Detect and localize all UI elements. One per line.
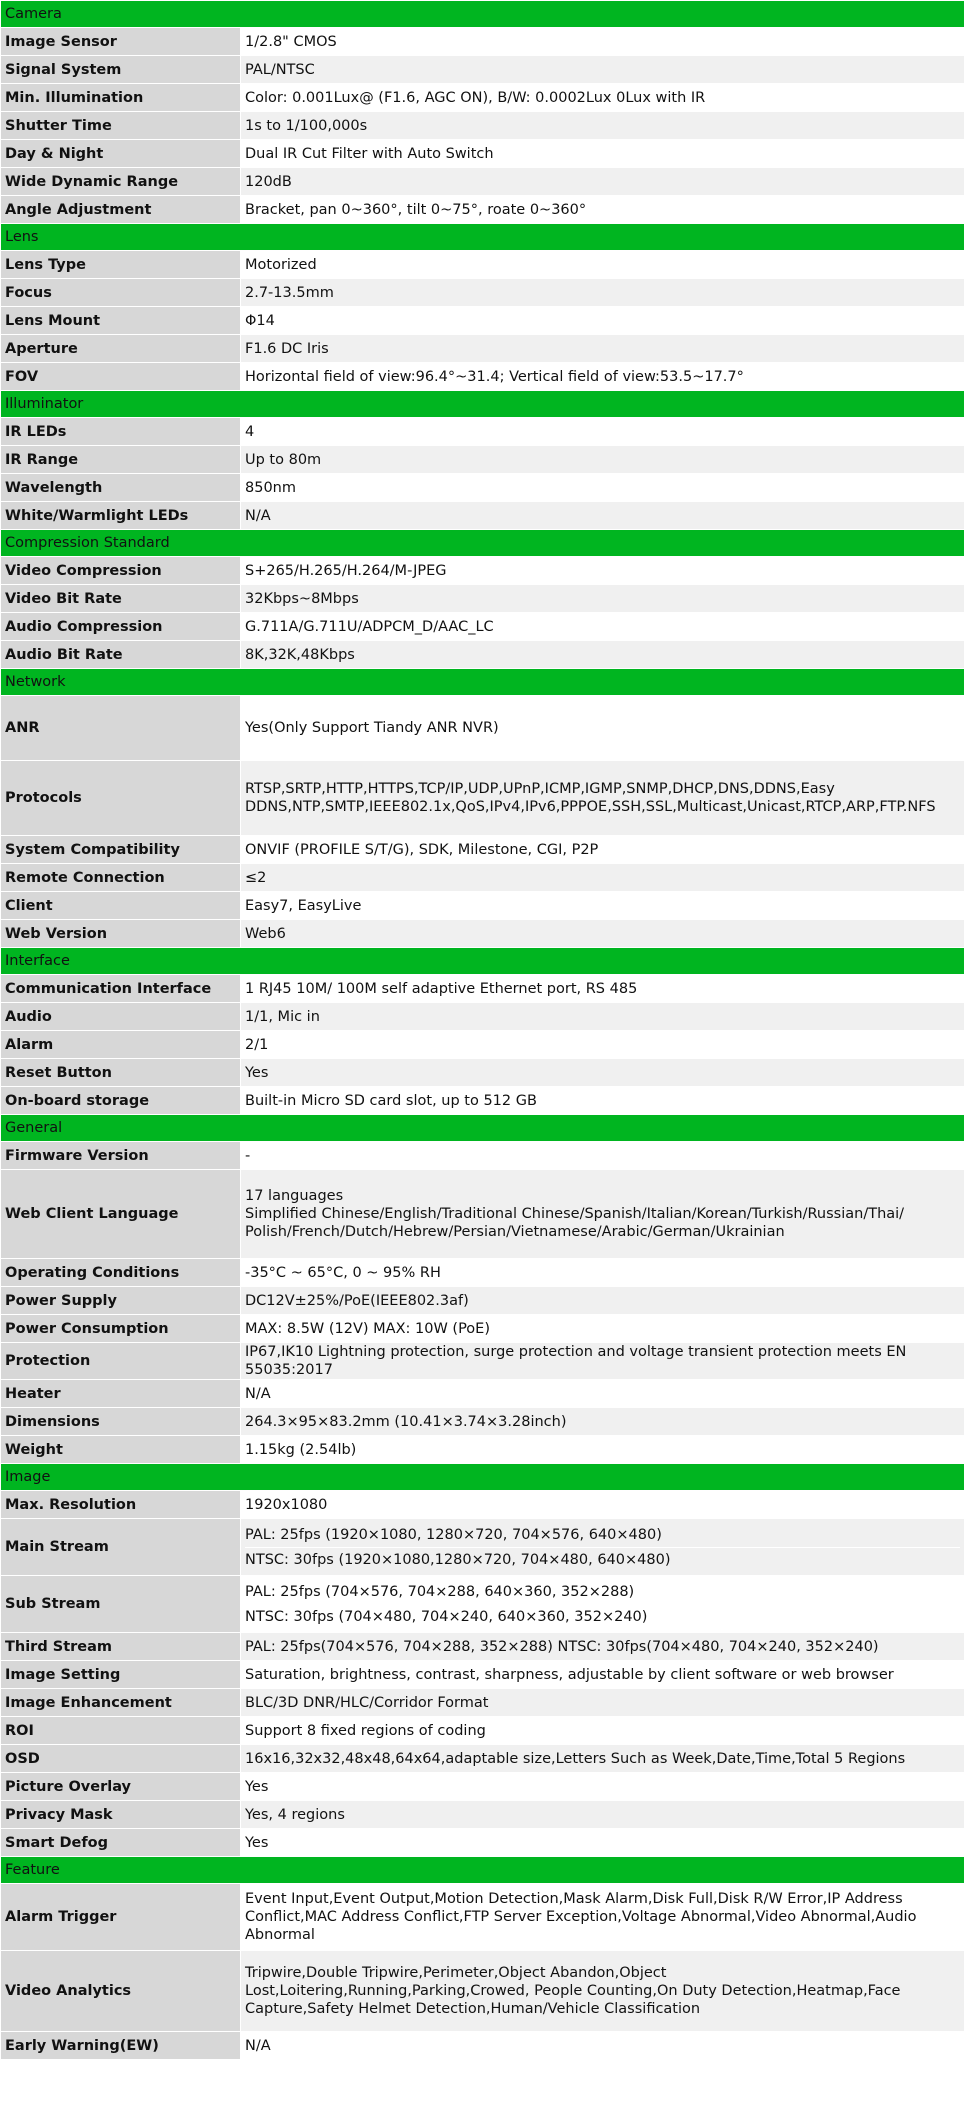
spec-value xyxy=(241,2032,964,2060)
spec-label: Lens Type xyxy=(1,251,241,279)
spec-label: Wide Dynamic Range xyxy=(1,168,241,196)
spec-label: Video Compression xyxy=(1,557,241,585)
spec-label: Main Stream xyxy=(1,1519,241,1576)
spec-value-line: 120dB xyxy=(245,173,292,190)
spec-label: Sub Stream xyxy=(1,1576,241,1633)
spec-label: Max. Resolution xyxy=(1,1491,241,1519)
spec-value-line: Φ14 xyxy=(245,312,275,329)
spec-row-operating-conditions xyxy=(1,1259,964,1287)
spec-value-line: Abnormal xyxy=(245,1927,315,1943)
spec-value-line: Lost,Loitering,Running,Parking,Crowed, People Counting,On Duty Detection,Heatmap,Face xyxy=(245,1983,901,1999)
spec-value-line: 32Kbps~8Mbps xyxy=(245,590,359,607)
spec-row-remote-connection xyxy=(1,864,964,892)
spec-row-dimensions xyxy=(1,1408,964,1436)
spec-value-line: Yes xyxy=(245,1834,269,1851)
spec-value-line: Motorized xyxy=(245,256,317,273)
spec-row-angle-adjustment xyxy=(1,196,964,224)
spec-label: ROI xyxy=(1,1717,241,1745)
spec-row-power-supply xyxy=(1,1287,964,1315)
section-title: General xyxy=(1,1115,964,1142)
spec-value-line: 850nm xyxy=(245,479,296,496)
spec-value-line: NTSC: 30fps (704×480, 704×240, 640×360, 352×240) xyxy=(245,1604,960,1629)
spec-label: Focus xyxy=(1,279,241,307)
section-header-general xyxy=(1,1115,964,1142)
spec-label: System Compatibility xyxy=(1,836,241,864)
spec-value xyxy=(241,975,964,1003)
spec-value-line: Support 8 fixed regions of coding xyxy=(245,1722,486,1739)
spec-value-line: BLC/3D DNR/HLC/Corridor Format xyxy=(245,1694,489,1711)
spec-value xyxy=(241,1087,964,1115)
spec-value-line: - xyxy=(245,1147,251,1164)
spec-row-protocols xyxy=(1,761,964,836)
spec-row-day-night xyxy=(1,140,964,168)
spec-value-line: Yes xyxy=(245,1064,269,1081)
spec-row-communication-interface xyxy=(1,975,964,1003)
spec-value xyxy=(241,196,964,224)
spec-value-line: PAL: 25fps(704×576, 704×288, 352×288) NTSC: 30fps(704×480, 704×240, 352×240) xyxy=(245,1638,879,1655)
spec-value xyxy=(241,363,964,391)
spec-label: Image Enhancement xyxy=(1,1689,241,1717)
spec-value-line: NTSC: 30fps (1920×1080,1280×720, 704×480, 640×480) xyxy=(245,1547,960,1572)
spec-value-line: Conflict,MAC Address Conflict,FTP Server Exception,Voltage Abnormal,Video Abnormal,Audio xyxy=(245,1909,917,1925)
spec-row-third-stream xyxy=(1,1633,964,1661)
section-header-illuminator xyxy=(1,391,964,418)
spec-value xyxy=(241,1287,964,1315)
spec-value xyxy=(241,1343,964,1380)
section-title: Camera xyxy=(1,1,964,28)
spec-value-line: Dual IR Cut Filter with Auto Switch xyxy=(245,145,494,162)
spec-label: Image Setting xyxy=(1,1661,241,1689)
section-header-camera xyxy=(1,1,964,28)
spec-value-line: 1920x1080 xyxy=(245,1496,328,1513)
spec-value-line: 1.15kg (2.54lb) xyxy=(245,1441,357,1458)
spec-value-line: DDNS,NTP,SMTP,IEEE802.1x,QoS,IPv4,IPv6,PPPOE,SSH,SSL,Multicast,Unicast,RTCP,ARP,FTP.NFS xyxy=(245,799,936,815)
spec-value xyxy=(241,1829,964,1857)
spec-row-power-consumption xyxy=(1,1315,964,1343)
spec-value xyxy=(241,140,964,168)
spec-row-picture-overlay xyxy=(1,1773,964,1801)
spec-label: Weight xyxy=(1,1436,241,1464)
spec-value xyxy=(241,1661,964,1689)
spec-label: Wavelength xyxy=(1,474,241,502)
spec-label: Remote Connection xyxy=(1,864,241,892)
spec-value-line: 264.3×95×83.2mm (10.41×3.74×3.28inch) xyxy=(245,1413,567,1430)
spec-label: Image Sensor xyxy=(1,28,241,56)
spec-table-body xyxy=(1,1,964,2060)
spec-value-line: RTSP,SRTP,HTTP,HTTPS,TCP/IP,UDP,UPnP,ICMP,IGMP,SNMP,DHCP,DNS,DDNS,Easy xyxy=(245,781,835,797)
section-title: Network xyxy=(1,669,964,696)
spec-row-sub-stream xyxy=(1,1576,964,1633)
spec-value-line: MAX: 8.5W (12V) MAX: 10W (PoE) xyxy=(245,1320,490,1337)
spec-value-line: IP67,IK10 Lightning protection, surge protection and voltage transient protection meets EN 55035:2017 xyxy=(245,1344,907,1378)
spec-value xyxy=(241,836,964,864)
spec-label: Angle Adjustment xyxy=(1,196,241,224)
spec-row-image-enhancement xyxy=(1,1689,964,1717)
spec-row-heater xyxy=(1,1380,964,1408)
spec-row-aperture xyxy=(1,335,964,363)
spec-value xyxy=(241,1801,964,1829)
spec-row-roi xyxy=(1,1717,964,1745)
spec-label: Web Client Language xyxy=(1,1170,241,1259)
spec-value xyxy=(241,1031,964,1059)
section-title: Lens xyxy=(1,224,964,251)
spec-value xyxy=(241,585,964,613)
spec-value xyxy=(241,1142,964,1170)
spec-row-signal-system xyxy=(1,56,964,84)
spec-label: Heater xyxy=(1,1380,241,1408)
spec-row-video-analytics xyxy=(1,1951,964,2032)
spec-row-max-resolution xyxy=(1,1491,964,1519)
section-header-image xyxy=(1,1464,964,1491)
spec-label: Power Supply xyxy=(1,1287,241,1315)
spec-value-line: -35°C ~ 65°C, 0 ~ 95% RH xyxy=(245,1264,441,1281)
spec-value-line: 1/2.8" CMOS xyxy=(245,33,337,50)
spec-label: ANR xyxy=(1,696,241,761)
spec-label: Audio xyxy=(1,1003,241,1031)
spec-value xyxy=(241,418,964,446)
spec-label: IR LEDs xyxy=(1,418,241,446)
spec-row-lens-type xyxy=(1,251,964,279)
spec-label: Client xyxy=(1,892,241,920)
spec-row-web-client-language xyxy=(1,1170,964,1259)
spec-row-ir-leds xyxy=(1,418,964,446)
spec-value-line: Web6 xyxy=(245,925,286,942)
spec-value-line: Bracket, pan 0~360°, tilt 0~75°, roate 0~360° xyxy=(245,201,587,218)
spec-label: Protection xyxy=(1,1343,241,1380)
spec-row-client xyxy=(1,892,964,920)
spec-row-min-illumination xyxy=(1,84,964,112)
spec-row-early-warning-ew xyxy=(1,2032,964,2060)
spec-row-alarm-trigger xyxy=(1,1884,964,1951)
spec-label: Signal System xyxy=(1,56,241,84)
spec-value-line: N/A xyxy=(245,2037,271,2054)
spec-value xyxy=(241,920,964,948)
spec-value-line: 17 languages xyxy=(245,1188,344,1204)
spec-row-video-bit-rate xyxy=(1,585,964,613)
spec-value xyxy=(241,1408,964,1436)
spec-row-osd xyxy=(1,1745,964,1773)
spec-value-line: Easy7, EasyLive xyxy=(245,897,362,914)
spec-row-wide-dynamic-range xyxy=(1,168,964,196)
spec-label: Power Consumption xyxy=(1,1315,241,1343)
spec-value-line: 8K,32K,48Kbps xyxy=(245,646,355,663)
spec-value xyxy=(241,641,964,669)
spec-label: On-board storage xyxy=(1,1087,241,1115)
spec-value xyxy=(241,1315,964,1343)
spec-value xyxy=(241,761,964,836)
spec-value xyxy=(241,1519,964,1576)
spec-label: FOV xyxy=(1,363,241,391)
spec-label: Third Stream xyxy=(1,1633,241,1661)
spec-row-shutter-time xyxy=(1,112,964,140)
spec-value xyxy=(241,1745,964,1773)
spec-value-line: Polish/French/Dutch/Hebrew/Persian/Vietnamese/Arabic/German/Ukrainian xyxy=(245,1224,785,1240)
section-header-lens xyxy=(1,224,964,251)
spec-label: Communication Interface xyxy=(1,975,241,1003)
spec-row-main-stream xyxy=(1,1519,964,1576)
spec-row-focus xyxy=(1,279,964,307)
spec-value-line: N/A xyxy=(245,507,271,524)
spec-value-line: 1 RJ45 10M/ 100M self adaptive Ethernet port, RS 485 xyxy=(245,980,638,997)
spec-value xyxy=(241,28,964,56)
spec-label: IR Range xyxy=(1,446,241,474)
spec-label: Reset Button xyxy=(1,1059,241,1087)
spec-value xyxy=(241,251,964,279)
section-header-network xyxy=(1,669,964,696)
spec-label: Dimensions xyxy=(1,1408,241,1436)
spec-label: Smart Defog xyxy=(1,1829,241,1857)
section-title: Feature xyxy=(1,1857,964,1884)
spec-value-line: Tripwire,Double Tripwire,Perimeter,Object Abandon,Object xyxy=(245,1965,667,1981)
spec-value-line: 1s to 1/100,000s xyxy=(245,117,368,134)
spec-value-line: F1.6 DC Iris xyxy=(245,340,329,357)
spec-row-protection xyxy=(1,1343,964,1380)
spec-value-line: 4 xyxy=(245,423,255,440)
spec-value-line: Yes, 4 regions xyxy=(245,1806,345,1823)
spec-value-line: Horizontal field of view:96.4°~31.4; Vertical field of view:53.5~17.7° xyxy=(245,368,744,385)
spec-label: Day & Night xyxy=(1,140,241,168)
spec-row-alarm xyxy=(1,1031,964,1059)
spec-label: Operating Conditions xyxy=(1,1259,241,1287)
section-header-feature xyxy=(1,1857,964,1884)
spec-value-line: PAL: 25fps (704×576, 704×288, 640×360, 352×288) xyxy=(245,1583,635,1600)
spec-value xyxy=(241,279,964,307)
spec-value-line: 2/1 xyxy=(245,1036,269,1053)
spec-row-smart-defog xyxy=(1,1829,964,1857)
spec-value xyxy=(241,112,964,140)
spec-label: Protocols xyxy=(1,761,241,836)
spec-label: Web Version xyxy=(1,920,241,948)
spec-value-line: S+265/H.265/H.264/M-JPEG xyxy=(245,562,447,579)
spec-value xyxy=(241,1491,964,1519)
spec-row-lens-mount xyxy=(1,307,964,335)
spec-row-ir-range xyxy=(1,446,964,474)
spec-value-line: N/A xyxy=(245,1385,271,1402)
spec-value-line: Capture,Safety Helmet Detection,Human/Vehicle Classification xyxy=(245,2001,701,2017)
spec-label: Privacy Mask xyxy=(1,1801,241,1829)
section-title: Image xyxy=(1,1464,964,1491)
spec-value xyxy=(241,613,964,641)
spec-value xyxy=(241,1689,964,1717)
spec-label: Early Warning(EW) xyxy=(1,2032,241,2060)
spec-value xyxy=(241,335,964,363)
spec-value xyxy=(241,1003,964,1031)
spec-value xyxy=(241,1576,964,1633)
spec-value-line: 1/1, Mic in xyxy=(245,1008,320,1025)
spec-value-line: DC12V±25%/PoE(IEEE802.3af) xyxy=(245,1292,469,1309)
spec-row-wavelength xyxy=(1,474,964,502)
spec-value xyxy=(241,1059,964,1087)
spec-value-line: 16x16,32x32,48x48,64x64,adaptable size,Letters Such as Week,Date,Time,Total 5 Regions xyxy=(245,1750,906,1767)
spec-value xyxy=(241,56,964,84)
spec-value xyxy=(241,1884,964,1951)
spec-value-line: PAL/NTSC xyxy=(245,61,315,78)
spec-value xyxy=(241,1436,964,1464)
section-title: Interface xyxy=(1,948,964,975)
spec-value-line: Yes(Only Support Tiandy ANR NVR) xyxy=(245,720,499,736)
spec-label: Picture Overlay xyxy=(1,1773,241,1801)
spec-value xyxy=(241,1773,964,1801)
spec-value xyxy=(241,864,964,892)
section-header-compression-standard xyxy=(1,530,964,557)
spec-value-line: Built-in Micro SD card slot, up to 512 GB xyxy=(245,1092,537,1109)
spec-row-weight xyxy=(1,1436,964,1464)
spec-label: Audio Compression xyxy=(1,613,241,641)
spec-label: Audio Bit Rate xyxy=(1,641,241,669)
spec-value xyxy=(241,1951,964,2032)
spec-row-white-warmlight-leds xyxy=(1,502,964,530)
spec-value xyxy=(241,1717,964,1745)
spec-value xyxy=(241,1380,964,1408)
spec-value xyxy=(241,168,964,196)
spec-value xyxy=(241,1633,964,1661)
spec-value xyxy=(241,892,964,920)
spec-label: Video Bit Rate xyxy=(1,585,241,613)
spec-value-line: Yes xyxy=(245,1778,269,1795)
spec-value xyxy=(241,307,964,335)
spec-value xyxy=(241,502,964,530)
spec-row-privacy-mask xyxy=(1,1801,964,1829)
spec-label: Alarm Trigger xyxy=(1,1884,241,1951)
spec-row-system-compatibility xyxy=(1,836,964,864)
spec-value-line: PAL: 25fps (1920×1080, 1280×720, 704×576, 640×480) xyxy=(245,1526,662,1543)
spec-label: Lens Mount xyxy=(1,307,241,335)
spec-row-anr xyxy=(1,696,964,761)
spec-label: Shutter Time xyxy=(1,112,241,140)
spec-label: White/Warmlight LEDs xyxy=(1,502,241,530)
spec-label: OSD xyxy=(1,1745,241,1773)
spec-row-video-compression xyxy=(1,557,964,585)
spec-row-audio-compression xyxy=(1,613,964,641)
spec-value xyxy=(241,474,964,502)
spec-value-line: Saturation, brightness, contrast, sharpness, adjustable by client software or web browser xyxy=(245,1666,894,1683)
spec-value-line: Event Input,Event Output,Motion Detection,Mask Alarm,Disk Full,Disk R/W Error,IP Address xyxy=(245,1891,903,1907)
section-header-interface xyxy=(1,948,964,975)
section-title: Illuminator xyxy=(1,391,964,418)
spec-value-line: 2.7-13.5mm xyxy=(245,284,334,301)
spec-row-image-sensor xyxy=(1,28,964,56)
spec-label: Min. Illumination xyxy=(1,84,241,112)
spec-row-firmware-version xyxy=(1,1142,964,1170)
spec-value-line: G.711A/G.711U/ADPCM_D/AAC_LC xyxy=(245,618,494,635)
spec-value xyxy=(241,696,964,761)
spec-label: Video Analytics xyxy=(1,1951,241,2032)
spec-value-line: Up to 80m xyxy=(245,451,322,468)
spec-value xyxy=(241,557,964,585)
spec-label: Alarm xyxy=(1,1031,241,1059)
spec-value-line: Simplified Chinese/English/Traditional Chinese/Spanish/Italian/Korean/Turkish/Russian/Thai/ xyxy=(245,1206,905,1222)
spec-label: Firmware Version xyxy=(1,1142,241,1170)
spec-value-line: ONVIF (PROFILE S/T/G), SDK, Milestone, CGI, P2P xyxy=(245,841,599,858)
spec-row-audio xyxy=(1,1003,964,1031)
spec-value xyxy=(241,446,964,474)
spec-row-web-version xyxy=(1,920,964,948)
spec-value xyxy=(241,1259,964,1287)
section-title: Compression Standard xyxy=(1,530,964,557)
spec-row-fov xyxy=(1,363,964,391)
spec-value-line: Color: 0.001Lux@ (F1.6, AGC ON), B/W: 0.0002Lux 0Lux with IR xyxy=(245,89,706,106)
spec-row-image-setting xyxy=(1,1661,964,1689)
spec-value-line: ≤2 xyxy=(245,869,267,886)
spec-row-reset-button xyxy=(1,1059,964,1087)
spec-value xyxy=(241,84,964,112)
spec-row-on-board-storage xyxy=(1,1087,964,1115)
spec-row-audio-bit-rate xyxy=(1,641,964,669)
spec-label: Aperture xyxy=(1,335,241,363)
spec-value xyxy=(241,1170,964,1259)
